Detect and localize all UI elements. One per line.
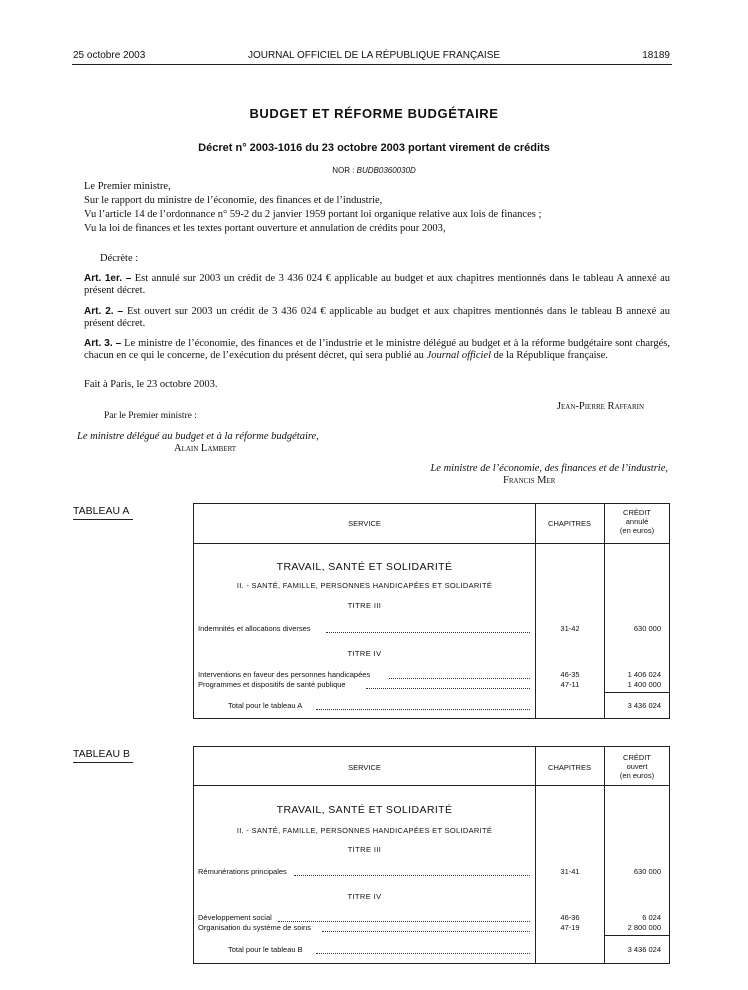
header-journal-title: JOURNAL OFFICIEL DE LA RÉPUBLIQUE FRANÇAISE [247,50,501,61]
tableau-b-row-1-label: Rémunérations principales [198,867,287,876]
tableau-b-col-credit-3: (en euros) [619,771,655,780]
tableau-a-row-3-label: Programmes et dispositifs de santé publique [198,680,346,689]
decree-title: Décret n° 2003-1016 du 23 octobre 2003 portant virement de crédits [198,142,550,154]
article-1-label: Art. 1er. – [84,273,132,284]
tableau-b-subsection-title: II. - SANTÉ, FAMILLE, PERSONNES HANDICAPÉES ET SOLIDARITÉ [236,826,493,835]
tableau-a-section-title: TRAVAIL, SANTÉ ET SOLIDARITÉ [276,561,453,573]
tableau-a [193,503,670,719]
tableau-b-total-label: Total pour le tableau B [228,945,303,954]
tableau-b-row-2-leader [278,921,530,922]
tableau-a-total-label: Total pour le tableau A [228,701,303,710]
tableau-a-row-1-credit: 630 000 [633,624,661,633]
article-3-text-before: Le ministre de l’économie, des finances et de l’industrie et le ministre délégué au budget et à la réforme budgétaire sont chargés, chacun en ce qui le concerne, de l’exécution du présent décret, qui sera publié au [84,338,670,361]
tableau-b-row-3-credit: 2 800 000 [627,923,661,932]
tableau-a-col-credit-2: annulé [625,517,649,526]
tableau-b-row-3-label: Organisation du système de soins [198,923,311,932]
tableau-a-row-1-leader [326,632,530,633]
tableau-b-label: TABLEAU B [73,748,130,760]
tableau-b-label-underline [73,762,133,763]
header-rule [72,64,672,65]
preamble-line-2: Sur le rapport du ministre de l’économie, des finances et de l’industrie, [84,195,383,206]
minister-economy-name: Francis Mer [503,475,556,486]
minister-budget-role: Le ministre délégué au budget et à la réforme budgétaire, [77,431,319,442]
fait-line: Fait à Paris, le 23 octobre 2003. [84,379,218,390]
preamble-line-1: Le Premier ministre, [84,181,171,192]
tableau-a-total-leader [316,709,530,710]
article-3 [84,338,670,361]
ministry-title: BUDGET ET RÉFORME BUDGÉTAIRE [249,106,499,121]
tableau-b-row-1-credit: 630 000 [633,867,661,876]
tableau-a-col-chapitres: CHAPITRES [548,519,591,528]
par-le-premier-ministre: Par le Premier ministre : [104,411,197,421]
tableau-b-row-3-leader [322,931,530,932]
tableau-a-row-1-chapitre: 31-42 [560,624,580,633]
tableau-a-total-value: 3 436 024 [627,701,661,710]
tableau-b-total-leader [316,953,530,954]
tableau-a-row-2-label: Interventions en faveur des personnes handicapées [198,670,371,679]
tableau-b-row-2-label: Développement social [198,913,272,922]
article-3-text-after: de la République française. [491,349,608,361]
nor-code: BUDB0360030D [356,166,416,175]
tableau-b-total-rule [604,935,670,936]
tableau-b-section-title: TRAVAIL, SANTÉ ET SOLIDARITÉ [276,804,453,816]
tableau-a-row-3-credit: 1 400 000 [627,680,661,689]
tableau-a-subsection-title: II. - SANTÉ, FAMILLE, PERSONNES HANDICAPÉES ET SOLIDARITÉ [236,581,493,590]
preamble-line-4: Vu la loi de finances et les textes portant ouverture et annulation de crédits pour 2003, [84,223,446,234]
header-date: 25 octobre 2003 [73,50,146,61]
tableau-b-col-credit-1: CRÉDIT [623,753,651,762]
nor-reference [0,166,748,175]
article-3-label: Art. 3. – [84,338,122,349]
tableau-b-row-1-chapitre: 31-41 [560,867,580,876]
tableau-a-titre-iv: TITRE IV [347,649,382,658]
tableau-a-label-underline [73,519,133,520]
tableau-a-row-2-credit: 1 406 024 [627,670,661,679]
tableau-b-col-chapitres: CHAPITRES [548,763,591,772]
tableau-a-label: TABLEAU A [73,505,130,517]
preamble-line-3: Vu l’article 14 de l’ordonnance n° 59-2 du 2 janvier 1959 portant loi organique relative aux lois de finances ; [84,209,542,220]
decrete-label: Décrète : [100,253,139,264]
tableau-b-total-value: 3 436 024 [627,945,661,954]
tableau-a-row-3-chapitre: 47-11 [560,680,580,689]
tableau-a-row-1-label: Indemnités et allocations diverses [198,624,311,633]
tableau-b-col-service: SERVICE [348,763,381,772]
tableau-a-col-credit-1: CRÉDIT [623,508,651,517]
nor-prefix: NOR : [332,166,355,175]
tableau-a-col-service: SERVICE [348,519,381,528]
tableau-b-titre-iv: TITRE IV [347,892,382,901]
tableau-b [193,746,670,964]
article-2-label: Art. 2. – [84,306,124,317]
article-1-text: Est annulé sur 2003 un crédit de 3 436 024 € applicable au budget et aux chapitres mentionnés dans le tableau A annexé au présent décret. [84,273,671,296]
tableau-b-col-credit-2: ouvert [626,762,648,771]
minister-economy-role: Le ministre de l’économie, des finances et de l’industrie, [430,463,668,474]
minister-budget-name: Alain Lambert [174,443,237,454]
article-2 [84,306,670,329]
article-1 [84,273,670,296]
tableau-a-col-credit-3: (en euros) [619,526,655,535]
tableau-b-row-2-credit: 6 024 [642,913,661,922]
tableau-a-titre-iii: TITRE III [347,601,382,610]
tableau-a-row-2-leader [389,678,530,679]
header-page-number: 18189 [642,50,670,61]
article-3-text-italic: Journal officiel [426,349,492,361]
tableau-b-row-3-chapitre: 47-19 [560,923,580,932]
tableau-b-titre-iii: TITRE III [347,845,382,854]
tableau-a-row-2-chapitre: 46-35 [560,670,580,679]
tableau-a-total-rule [604,692,670,693]
tableau-b-row-2-chapitre: 46-36 [560,913,580,922]
article-2-text: Est ouvert sur 2003 un crédit de 3 436 024 € applicable au budget et aux chapitres mentionnés dans le tableau B annexé au présent décret. [84,306,670,329]
tableau-a-row-3-leader [366,688,530,689]
tableau-b-row-1-leader [294,875,530,876]
signatory-pm: Jean-Pierre Raffarin [556,401,644,412]
